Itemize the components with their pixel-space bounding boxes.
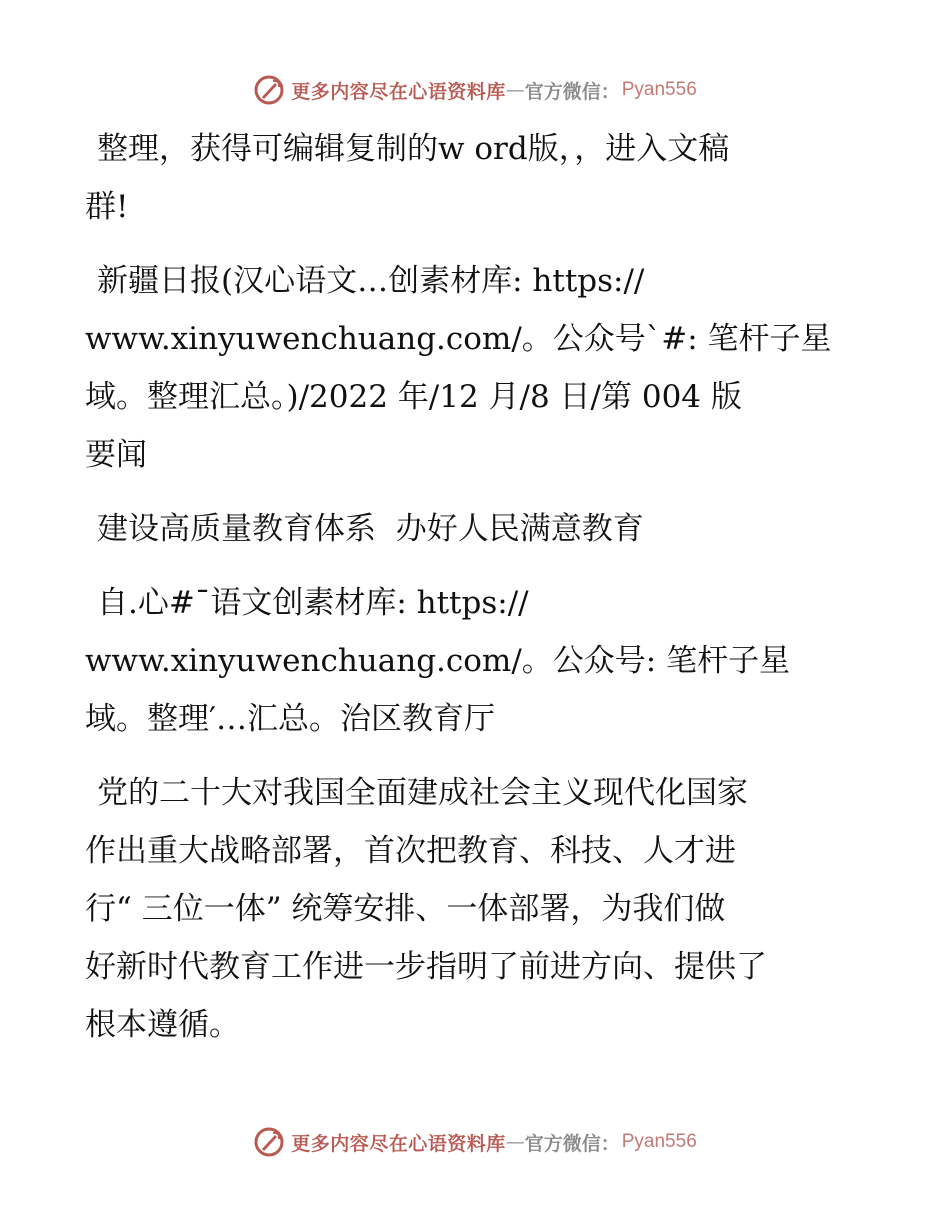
watermark-text: 更多内容尽在心语资料库 bbox=[291, 80, 506, 103]
text-line: 行“ 三位一体” 统筹安排、一体部署，为我们做 bbox=[85, 891, 726, 927]
article-headline: 建设高质量教育体系 办好人民满意教育 bbox=[97, 511, 644, 547]
paragraph-byline bbox=[85, 574, 857, 748]
text-line: 自.心#¯语文创素材库: https:// bbox=[97, 585, 529, 621]
text-line: 域。整理′…汇总。治区教育厅 bbox=[85, 701, 496, 737]
paragraph-headline bbox=[97, 500, 857, 558]
paragraph-source bbox=[85, 252, 857, 484]
footer-watermark bbox=[0, 1122, 950, 1162]
text-line: www.xinyuwenchuang.com/。公众号: 笔杆子星 bbox=[85, 643, 791, 679]
text-line: www.xinyuwenchuang.com/。公众号`#: 笔杆子星 bbox=[85, 321, 832, 357]
watermark-wechat-id: Pyan556 bbox=[621, 1131, 697, 1152]
text-line: 根本遵循。 bbox=[85, 1007, 240, 1043]
text-line: 要闻 bbox=[85, 437, 147, 473]
paragraph-intro bbox=[85, 120, 857, 236]
quill-logo-icon bbox=[253, 1126, 285, 1158]
text-line: 党的二十大对我国全面建成社会主义现代化国家 bbox=[97, 775, 748, 811]
paragraph-body bbox=[85, 764, 857, 1054]
text-line: 好新时代教育工作进一步指明了前进方向、提供了 bbox=[85, 949, 767, 985]
watermark-wechat-label: 官方微信： bbox=[524, 1132, 620, 1155]
document-body bbox=[85, 120, 857, 1070]
watermark-dash: — bbox=[505, 1131, 525, 1153]
quill-logo-icon bbox=[253, 74, 285, 106]
text-line: 群! bbox=[85, 189, 129, 225]
watermark-inner bbox=[253, 74, 697, 106]
text-line: 域。整理汇总。)/2022 年/12 月/8 日/第 004 版 bbox=[85, 379, 742, 415]
watermark-inner bbox=[253, 1126, 697, 1158]
header-watermark bbox=[0, 70, 950, 110]
watermark-wechat-label: 官方微信： bbox=[524, 80, 620, 103]
watermark-dash: — bbox=[505, 79, 525, 101]
text-line: 作出重大战略部署，首次把教育、科技、人才进 bbox=[85, 833, 736, 869]
watermark-wechat-id: Pyan556 bbox=[621, 79, 697, 100]
text-line: 整理，获得可编辑复制的w ord版，，进入文稿 bbox=[97, 131, 730, 167]
text-line: 新疆日报(汉心语文…创素材库: https:// bbox=[97, 263, 645, 299]
watermark-text: 更多内容尽在心语资料库 bbox=[291, 1132, 506, 1155]
